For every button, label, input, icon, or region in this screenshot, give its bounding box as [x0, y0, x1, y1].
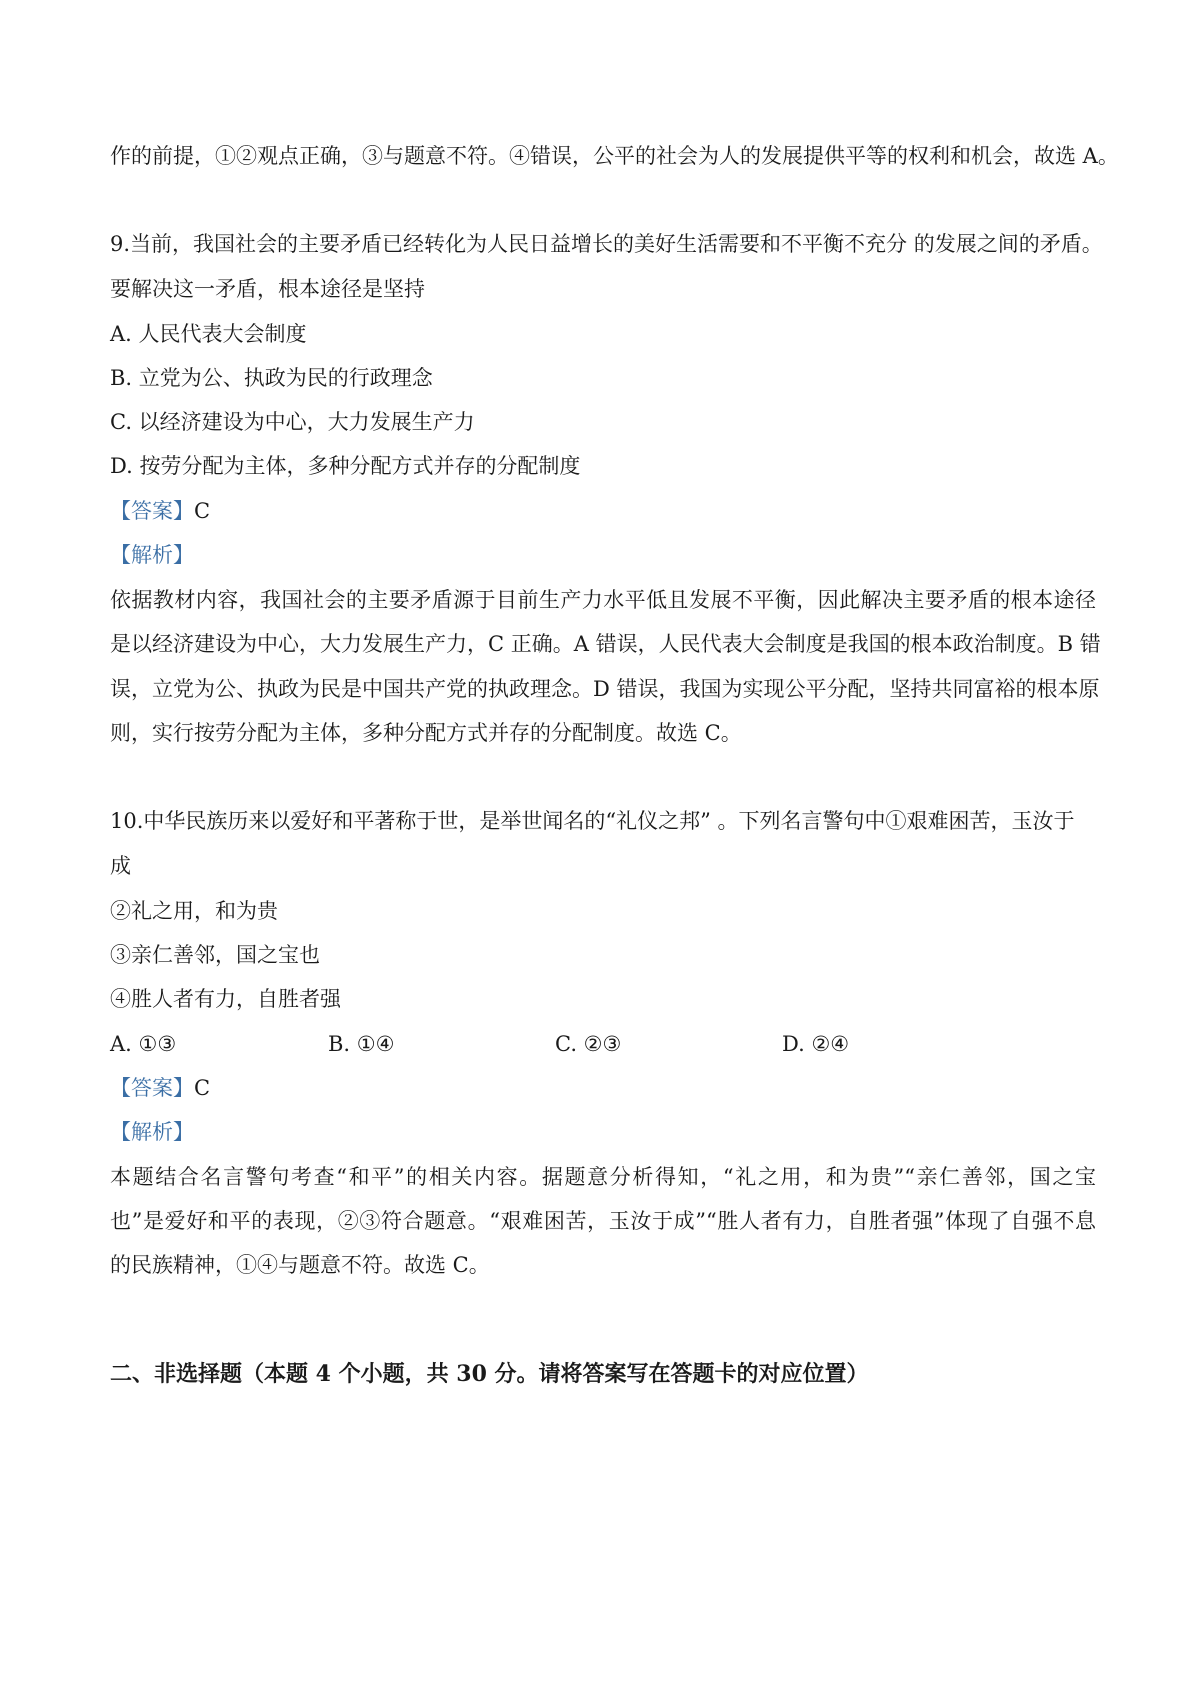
q10-answer-tag: 【答案】 — [110, 1076, 194, 1100]
q10-answer-value: C — [194, 1076, 211, 1100]
q9-analysis-line4: 则，实行按劳分配为主体，多种分配方式并存的分配制度。故选 C。 — [110, 721, 742, 745]
q10-options — [110, 1030, 1096, 1058]
q10-analysis-line3: 的民族精神，①④与题意不符。故选 C。 — [110, 1253, 490, 1277]
q10-item-4: ④胜人者有力，自胜者强 — [110, 987, 341, 1011]
q9-analysis-tag: 【解析】 — [110, 543, 194, 567]
q10-option-c: C. ②③ — [555, 1032, 622, 1056]
q10-option-a: A. ①③ — [110, 1032, 177, 1056]
q10-option-d: D. ②④ — [782, 1032, 850, 1056]
section-heading: 二、非选择题（本题 4 个小题，共 30 分。请将答案写在答题卡的对应位置） — [110, 1361, 869, 1387]
q9-option-c: C. 以经济建设为中心，大力发展生产力 — [110, 410, 475, 434]
q9-answer-tag: 【答案】 — [110, 499, 194, 523]
q10-analysis-line2: 也”是爱好和平的表现，②③符合题意。“艰难困苦，玉汝于成”“胜人者有力，自胜者强”体现了自强不息 — [110, 1209, 1096, 1233]
q9-answer — [110, 497, 210, 525]
q9-analysis-line3: 误，立党为公、执政为民是中国共产党的执政理念。D 错误，我国为实现公平分配，坚持共同富裕的根本原 — [110, 677, 1100, 701]
q10-item-2: ②礼之用，和为贵 — [110, 899, 278, 923]
q9-option-a: A. 人民代表大会制度 — [110, 322, 307, 346]
q9-analysis-line2: 是以经济建设为中心，大力发展生产力，C 正确。A 错误，人民代表大会制度是我国的根本政治制度。B 错 — [110, 632, 1101, 656]
q10-analysis-line1: 本题结合名言警句考查“和平”的相关内容。据题意分析得知，“礼之用，和为贵”“亲仁善邻，国之宝 — [110, 1165, 1096, 1189]
q9-answer-value: C — [194, 499, 211, 523]
q9-analysis-line1: 依据教材内容，我国社会的主要矛盾源于目前生产力水平低且发展不平衡，因此解决主要矛盾的根本途径 — [110, 588, 1096, 612]
q9-stem-line2: 要解决这一矛盾，根本途径是坚持 — [110, 277, 425, 301]
q10-item-3: ③亲仁善邻，国之宝也 — [110, 943, 320, 967]
q9-option-d: D. 按劳分配为主体，多种分配方式并存的分配制度 — [110, 454, 581, 478]
q10-stem-line1: 10.中华民族历来以爱好和平著称于世，是举世闻名的“礼仪之邦” 。下列名言警句中①艰难困苦，玉汝于 — [110, 809, 1075, 833]
q9-stem-line1: 9.当前，我国社会的主要矛盾已经转化为人民日益增长的美好生活需要和不平衡不充分 的发展之间的矛盾。 — [110, 232, 1103, 256]
q9-option-b: B. 立党为公、执政为民的行政理念 — [110, 366, 433, 390]
prev-explanation-tail: 作的前提，①②观点正确，③与题意不符。④错误，公平的社会为人的发展提供平等的权利和机会，故选 A。 — [110, 144, 1119, 168]
q10-option-b: B. ①④ — [328, 1032, 395, 1056]
q10-analysis-tag: 【解析】 — [110, 1120, 194, 1144]
q10-stem-line2: 成 — [110, 854, 131, 878]
q10-answer — [110, 1074, 210, 1102]
